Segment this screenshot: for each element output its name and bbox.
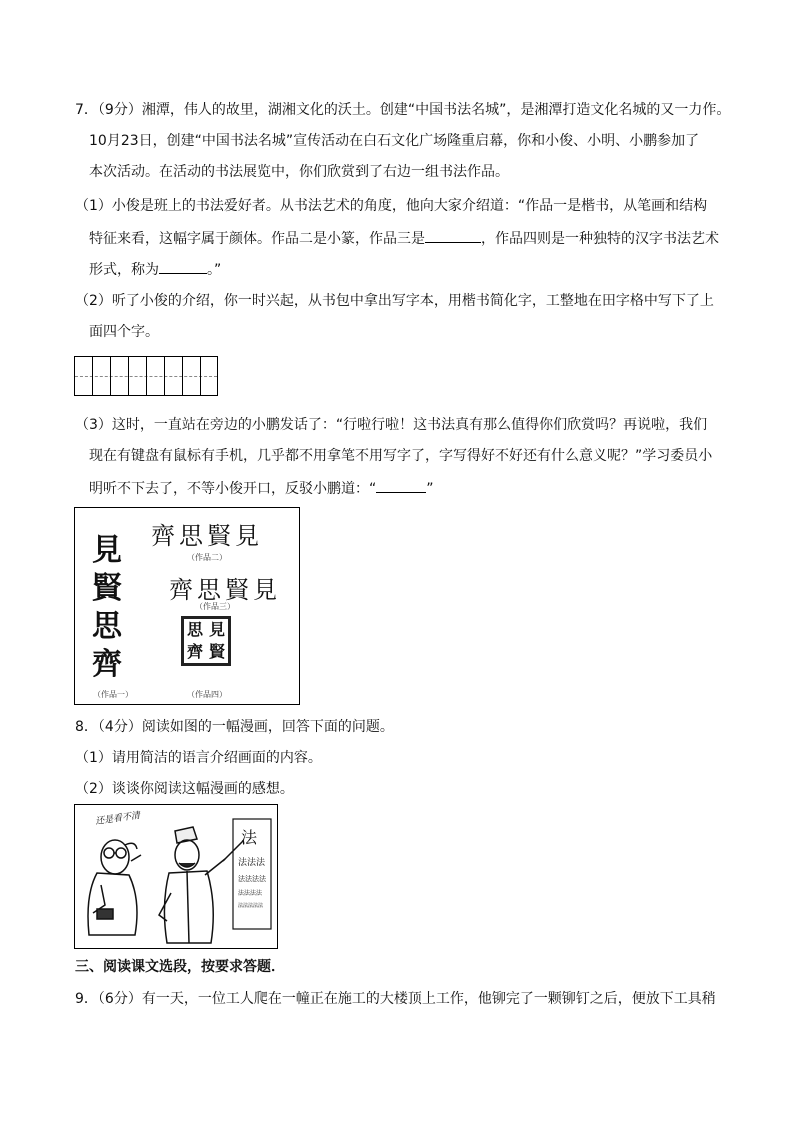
q7-sub1-line-2: [89, 228, 719, 248]
answer-blank-work3[interactable]: [425, 228, 481, 243]
tianzige-grid[interactable]: [74, 356, 218, 396]
q8-sub2: （2）谈谈你阅读这幅漫画的感想。: [75, 781, 294, 797]
caption-work2: （作品二）: [187, 553, 227, 562]
q7-stem-line-2: 10月23日，创建“中国书法名城”宣传活动在白石文化广场隆重启幕，你和小俊、小明、小鹏参加了: [89, 133, 700, 149]
q7-stem-line-3: 本次活动。在活动的书法展览中，你们欣赏到了右边一组书法作品。: [89, 164, 509, 180]
q7-sub1-line-1: （1）小俊是班上的书法爱好者。从书法艺术的角度，他向大家介绍道：“作品一是楷书，从笔画和结构: [75, 198, 708, 214]
q7-sub1-line-3-a: 形式，称为: [89, 262, 159, 278]
grid-cell[interactable]: [93, 357, 111, 395]
work1-regular-script: [89, 532, 125, 684]
q7-sub3-line-3-b: ”: [426, 481, 434, 497]
grid-cell[interactable]: [75, 357, 93, 395]
work1-char: 思: [92, 609, 122, 644]
q7-sub1-line-3: [89, 259, 221, 279]
q8-stem: 8．（4分）阅读如图的一幅漫画，回答下面的问题。: [75, 719, 394, 735]
work1-char: 齊: [92, 647, 122, 682]
svg-text:法法法法: 法法法法: [238, 890, 263, 897]
calligraphy-figure: [74, 507, 300, 705]
q7-sub1-line-3-b: 。”: [207, 262, 222, 278]
svg-text:法: 法: [241, 828, 258, 847]
seal-char: 齊: [186, 642, 203, 661]
q7-sub3-line-2: 现在有键盘有鼠标有手机，几乎都不用拿笔不用写字了，字写得好不好还有什么意义呢？”学习委员小: [89, 448, 713, 464]
seal-char: 思: [186, 620, 203, 639]
q7-sub1-line-2-a: 特征来看，这幅字属于颜体。作品二是小篆，作品三是: [89, 231, 425, 247]
grid-cell[interactable]: [129, 357, 147, 395]
caption-work1: （作品一）: [93, 690, 133, 699]
q7-sub2-line-2: 面四个字。: [89, 324, 159, 340]
svg-text:法法法法: 法法法法: [238, 875, 266, 883]
caption-work4: （作品四）: [187, 690, 227, 699]
q7-stem-line-1: 7．（9分）湘潭，伟人的故里，湖湘文化的沃土。创建“中国书法名城”，是湘潭打造文化名城的又一力作。: [75, 102, 731, 118]
grid-cell[interactable]: [111, 357, 129, 395]
svg-text:法法法: 法法法: [238, 858, 266, 868]
grid-cell[interactable]: [183, 357, 201, 395]
seal-char: 見: [208, 620, 225, 639]
q7-sub1-line-2-b: ，作品四则是一种独特的汉字书法艺术: [481, 231, 719, 247]
q7-sub3-line-3-a: 明听不下去了，不等小俊开口，反驳小鹏道：“: [89, 481, 377, 497]
grid-cell[interactable]: [165, 357, 183, 395]
q7-sub3-line-3: [89, 478, 434, 498]
cartoon-speech-text: 还是看不清: [94, 810, 141, 828]
cartoon-image: [74, 804, 278, 949]
answer-blank-rebuttal[interactable]: [376, 478, 426, 493]
svg-text:法法法法法: 法法法法法: [238, 903, 264, 909]
seal-char: 賢: [208, 642, 225, 661]
q8-sub1: （1）请用简洁的语言介绍画面的内容。: [75, 750, 322, 766]
grid-cell[interactable]: [147, 357, 165, 395]
work1-char: 賢: [92, 571, 122, 606]
q9-stem: 9．（6分）有一天，一位工人爬在一幢正在施工的大楼顶上工作，他铆完了一颗铆钉之后，便放下工具稍: [75, 991, 716, 1007]
answer-blank-work4[interactable]: [159, 259, 207, 274]
q7-sub3-line-1: （3）这时，一直站在旁边的小鹏发话了：“行啦行啦！这书法真有那么值得你们欣赏吗？再说啦，我们: [75, 417, 708, 433]
section3-heading: 三、阅读课文选段，按要求答题．: [75, 959, 285, 975]
work4-seal-carving: [181, 616, 231, 666]
caption-work3: （作品三）: [195, 602, 235, 611]
work3-clerical-script: 齊思賢見: [169, 576, 281, 604]
cartoon-drawing: [75, 805, 277, 948]
work2-small-seal: 齊思賢見: [151, 522, 263, 550]
work1-char: 見: [92, 533, 122, 568]
q7-sub2-line-1: （2）听了小俊的介绍，你一时兴起，从书包中拿出写字本，用楷书简化字，工整地在田字格中写下了上: [75, 293, 714, 309]
